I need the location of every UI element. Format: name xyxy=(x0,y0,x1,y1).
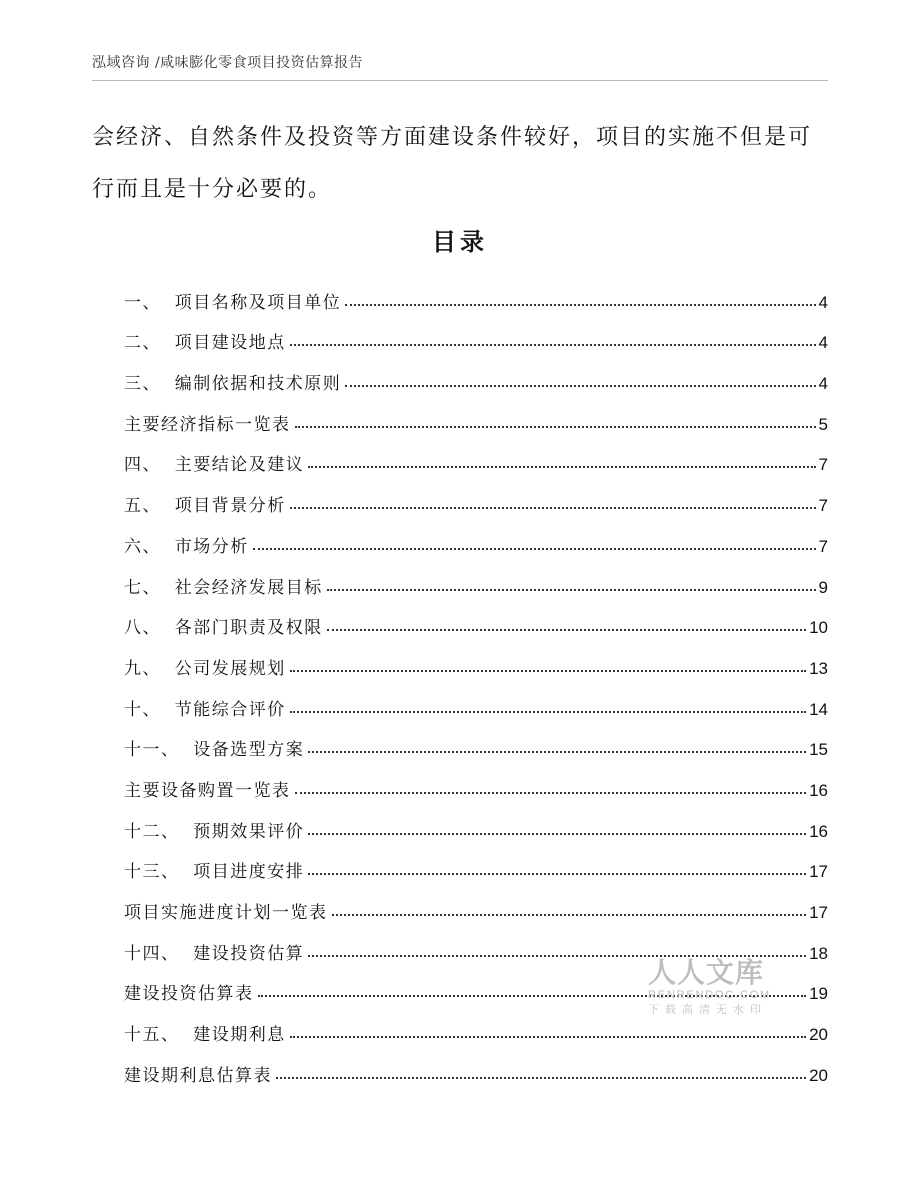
toc-entry-label: 十二、 预期效果评价 xyxy=(124,821,305,842)
toc-dot-leader xyxy=(290,507,816,509)
toc-entry-label: 十四、 建设投资估算 xyxy=(124,943,305,964)
toc-entry-label: 三、 编制依据和技术原则 xyxy=(124,374,342,395)
toc-entry-label: 十一、 设备选型方案 xyxy=(124,740,305,761)
toc-entry-page-number: 20 xyxy=(809,1025,828,1045)
toc-entry[interactable] xyxy=(124,516,828,557)
toc-entry-label: 六、 市场分析 xyxy=(124,536,249,557)
toc-entry[interactable] xyxy=(124,394,828,435)
toc-entry-page-number: 13 xyxy=(809,658,828,678)
toc-entry-label: 九、 公司发展规划 xyxy=(124,658,286,679)
watermark-domain: RENRENDOC.COM xyxy=(648,989,772,1001)
running-header: 泓域咨询 /咸味膨化零食项目投资估算报告 xyxy=(92,55,364,71)
toc-dot-leader xyxy=(276,1077,806,1079)
header-divider xyxy=(92,80,828,81)
toc-entry-page-number: 10 xyxy=(809,618,828,638)
toc-dot-leader xyxy=(253,548,816,550)
toc-dot-leader xyxy=(308,873,806,875)
toc-entry-label: 七、 社会经济发展目标 xyxy=(124,577,323,598)
toc-entry-page-number: 17 xyxy=(809,903,828,922)
toc-title: 目录 xyxy=(432,227,488,256)
toc-dot-leader xyxy=(290,1036,806,1038)
toc-entry-page-number: 7 xyxy=(818,496,828,516)
toc-entry-page-number: 7 xyxy=(818,536,828,556)
toc-entry-page-number: 20 xyxy=(809,1065,828,1085)
toc-entry-label: 八、 各部门职责及权限 xyxy=(124,618,323,639)
toc-entry[interactable] xyxy=(124,638,828,679)
body-paragraph-line-2: 行而且是十分必要的。 xyxy=(92,177,333,202)
toc-entry[interactable] xyxy=(124,435,828,476)
toc-entry-label: 十五、 建设期利息 xyxy=(124,1025,286,1046)
toc-entry-label: 十、 节能综合评价 xyxy=(124,699,286,720)
toc-dot-leader xyxy=(295,792,807,794)
toc-entry-label: 项目实施进度计划一览表 xyxy=(124,903,328,923)
toc-entry-label: 五、 项目背景分析 xyxy=(124,496,286,517)
toc-dot-leader xyxy=(290,711,806,713)
body-paragraph-line-1: 会经济、自然条件及投资等方面建设条件较好，项目的实施不但是可 xyxy=(92,125,813,150)
toc-dot-leader xyxy=(295,426,816,428)
toc-dot-leader xyxy=(327,589,816,591)
toc-entry-page-number: 16 xyxy=(809,780,828,800)
watermark-logo-text: 人人文库 xyxy=(648,956,765,989)
toc-entry-page-number: 4 xyxy=(818,292,828,312)
toc-dot-leader xyxy=(308,466,815,468)
toc-entry-page-number: 15 xyxy=(809,740,828,760)
toc-dot-leader xyxy=(327,629,806,631)
toc-entry-page-number: 4 xyxy=(818,333,828,353)
toc-entry-page-number: 7 xyxy=(818,455,828,475)
toc-entry-label: 主要设备购置一览表 xyxy=(124,780,291,801)
toc-entry[interactable] xyxy=(124,801,828,842)
toc-dot-leader xyxy=(308,751,806,753)
toc-dot-leader xyxy=(345,304,815,306)
toc-entry-page-number: 4 xyxy=(818,374,828,394)
toc-dot-leader xyxy=(308,833,806,835)
toc-entry-page-number: 18 xyxy=(809,943,828,963)
watermark xyxy=(648,958,778,1018)
toc-entry-label: 十三、 项目进度安排 xyxy=(124,862,305,883)
toc-entry-page-number: 5 xyxy=(818,414,828,434)
toc-entry[interactable] xyxy=(124,1045,828,1086)
toc-entry[interactable] xyxy=(124,842,828,883)
toc-entry[interactable] xyxy=(124,557,828,598)
toc-entry[interactable] xyxy=(124,475,828,516)
toc-entry-label: 建设期利息估算表 xyxy=(124,1065,272,1086)
toc-entry[interactable] xyxy=(124,720,828,761)
toc-entry-label: 主要经济指标一览表 xyxy=(124,414,291,435)
toc-entry-page-number: 19 xyxy=(809,984,828,1004)
toc-entry[interactable] xyxy=(124,760,828,801)
toc-dot-leader xyxy=(290,344,816,346)
toc-entry[interactable] xyxy=(124,272,828,313)
toc-entry-label: 二、 项目建设地点 xyxy=(124,333,286,354)
toc-entry[interactable] xyxy=(124,882,828,923)
toc-entry-page-number: 16 xyxy=(809,821,828,841)
toc-entry-label: 一、 项目名称及项目单位 xyxy=(124,292,342,313)
toc-entry-page-number: 17 xyxy=(809,862,828,882)
toc-entry-page-number: 9 xyxy=(818,577,828,597)
toc-dot-leader xyxy=(332,914,807,916)
toc-entry-page-number: 14 xyxy=(809,699,828,719)
toc-entry[interactable] xyxy=(124,679,828,720)
toc-entry-label: 四、 主要结论及建议 xyxy=(124,455,305,476)
toc-entry[interactable] xyxy=(124,598,828,639)
toc-entry[interactable] xyxy=(124,313,828,354)
watermark-subtitle: 下载高清无水印 xyxy=(648,1003,767,1016)
toc-entry-label: 建设投资估算表 xyxy=(124,984,254,1005)
toc-dot-leader xyxy=(345,385,815,387)
toc-dot-leader xyxy=(290,670,806,672)
toc-entry[interactable] xyxy=(124,353,828,394)
